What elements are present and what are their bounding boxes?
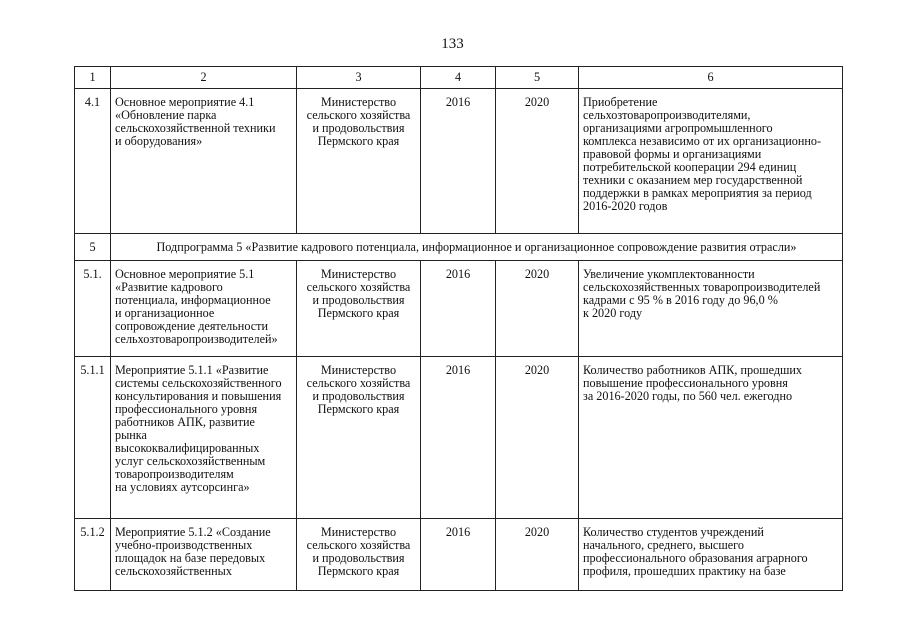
expected-result: Приобретение сельхозтоваропроизводителями, организациями агропромышленного комплекса независимо от их организационно- правовой формы и организациями потребительской кооперации 294 единиц техники с оказанием мер государственной поддержки в рамках мероприятия за период 2016-2020 годов	[579, 89, 843, 234]
header-cell: 1	[75, 67, 111, 89]
start-year: 2016	[421, 89, 496, 234]
expected-result: Количество работников АПК, прошедших повышение профессионального уровня за 2016-2020 годы, по 560 чел. ежегодно	[579, 357, 843, 519]
measure-name: Основное мероприятие 4.1 «Обновление парка сельскохозяйственной техники и оборудования»	[111, 89, 297, 234]
header-cell: 6	[579, 67, 843, 89]
start-year: 2016	[421, 357, 496, 519]
subprogram-row	[75, 234, 843, 261]
measures-table	[74, 66, 843, 591]
header-cell: 4	[421, 67, 496, 89]
row-number: 5.1.	[75, 261, 111, 357]
executor: Министерство сельского хозяйства и продовольствия Пермского края	[297, 89, 421, 234]
page-number: 133	[441, 36, 464, 52]
executor: Министерство сельского хозяйства и продовольствия Пермского края	[297, 519, 421, 591]
end-year: 2020	[496, 357, 579, 519]
measure-name: Основное мероприятие 5.1 «Развитие кадрового потенциала, информационное и организационное сопровождение деятельности сельхозтоваропроизводителей»	[111, 261, 297, 357]
row-number: 5.1.2	[75, 519, 111, 591]
measure-name: Мероприятие 5.1.1 «Развитие системы сельскохозяйственного консультирования и повышения профессионального уровня работников АПК, развитие рынка высококвалифицированных услуг сельскохозяйственным товаропроизводителям на условиях аутсорсинга»	[111, 357, 297, 519]
subprogram-number: 5	[75, 234, 111, 261]
subprogram-title: Подпрограмма 5 «Развитие кадрового потенциала, информационное и организационное сопровождение развития отрасли»	[111, 234, 843, 261]
header-row	[75, 67, 843, 89]
table-row	[75, 357, 843, 519]
expected-result: Количество студентов учреждений начального, среднего, высшего профессионального образования аграрного профиля, прошедших практику на базе	[579, 519, 843, 591]
start-year: 2016	[421, 261, 496, 357]
header-cell: 2	[111, 67, 297, 89]
table-row	[75, 261, 843, 357]
end-year: 2020	[496, 261, 579, 357]
end-year: 2020	[496, 519, 579, 591]
start-year: 2016	[421, 519, 496, 591]
row-number: 4.1	[75, 89, 111, 234]
expected-result: Увеличение укомплектованности сельскохозяйственных товаропроизводителей кадрами с 95 % в 2016 году до 96,0 % к 2020 году	[579, 261, 843, 357]
row-number: 5.1.1	[75, 357, 111, 519]
header-cell: 3	[297, 67, 421, 89]
table-row	[75, 89, 843, 234]
table-row	[75, 519, 843, 591]
executor: Министерство сельского хозяйства и продовольствия Пермского края	[297, 357, 421, 519]
measure-name: Мероприятие 5.1.2 «Создание учебно-производственных площадок на базе передовых сельскохозяйственных	[111, 519, 297, 591]
end-year: 2020	[496, 89, 579, 234]
executor: Министерство сельского хозяйства и продовольствия Пермского края	[297, 261, 421, 357]
header-cell: 5	[496, 67, 579, 89]
